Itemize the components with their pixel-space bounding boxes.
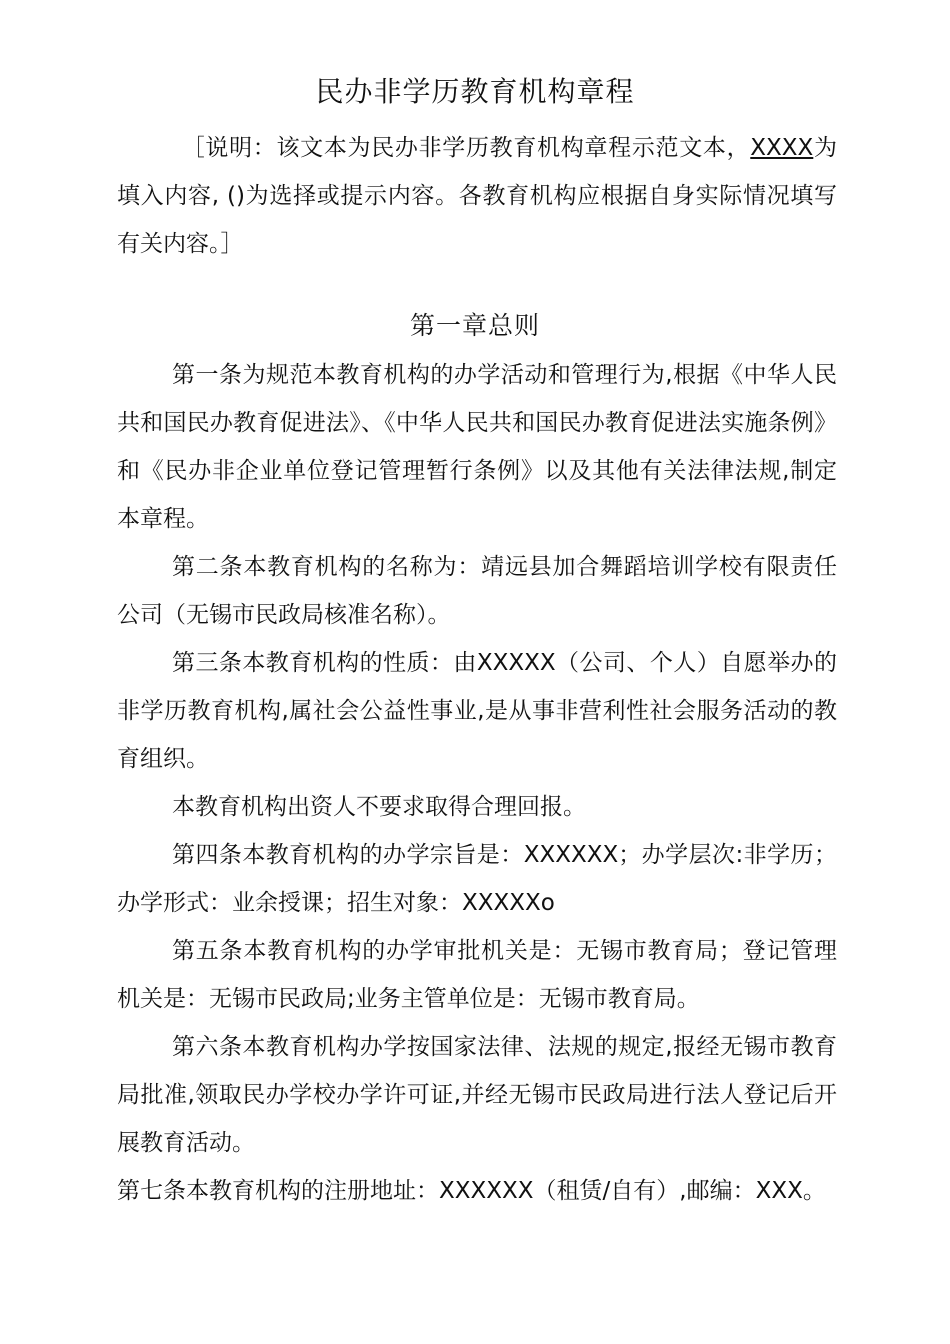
article-4: 第四条本教育机构的办学宗旨是：XXXXXX；办学层次:非学历；办学形式：业余授课；招生对象：XXXXXo — [117, 842, 837, 916]
note-placeholder: XXXX — [750, 135, 814, 161]
chapter-body — [117, 351, 837, 1215]
chapter-heading: 第一章总则 — [409, 311, 540, 340]
article-2: 第二条本教育机构的名称为：靖远县加合舞蹈培训学校有限责任公司（无锡市民政局核准名称）。 — [117, 554, 837, 628]
document-title: 民办非学历教育机构章程 — [315, 75, 635, 108]
note-suffix: 为填入内容, ()为选择或提示内容。各教育机构应根据自身实际情况填写有关内容。］ — [117, 135, 838, 257]
article-1: 第一条为规范本教育机构的办学活动和管理行为,根据《中华人民共和国民办教育促进法》、《中华人民共和国民办教育促进法实施条例》和《民办非企业单位登记管理暂行条例》以及其他有关法律法规,制定本章程。 — [117, 362, 837, 532]
explanatory-note — [117, 124, 837, 268]
article-3: 第三条本教育机构的性质：由XXXXX（公司、个人）自愿举办的非学历教育机构,属社会公益性事业,是从事非营利性社会服务活动的教育组织。 — [117, 650, 837, 772]
article-6: 第六条本教育机构办学按国家法律、法规的规定,报经无锡市教育局批准,领取民办学校办学许可证,并经无锡市民政局进行法人登记后开展教育活动。 — [117, 1034, 837, 1156]
article-5: 第五条本教育机构的办学审批机关是：无锡市教育局；登记管理机关是：无锡市民政局;业务主管单位是：无锡市教育局。 — [117, 938, 837, 1012]
article-3-note: 本教育机构出资人不要求取得合理回报。 — [172, 794, 586, 820]
note-prefix: ［说明：该文本为民办非学历教育机构章程示范文本， — [181, 135, 751, 161]
article-7: 第七条本教育机构的注册地址：XXXXXX（租赁/自有）,邮编：XXX。 — [117, 1178, 826, 1204]
